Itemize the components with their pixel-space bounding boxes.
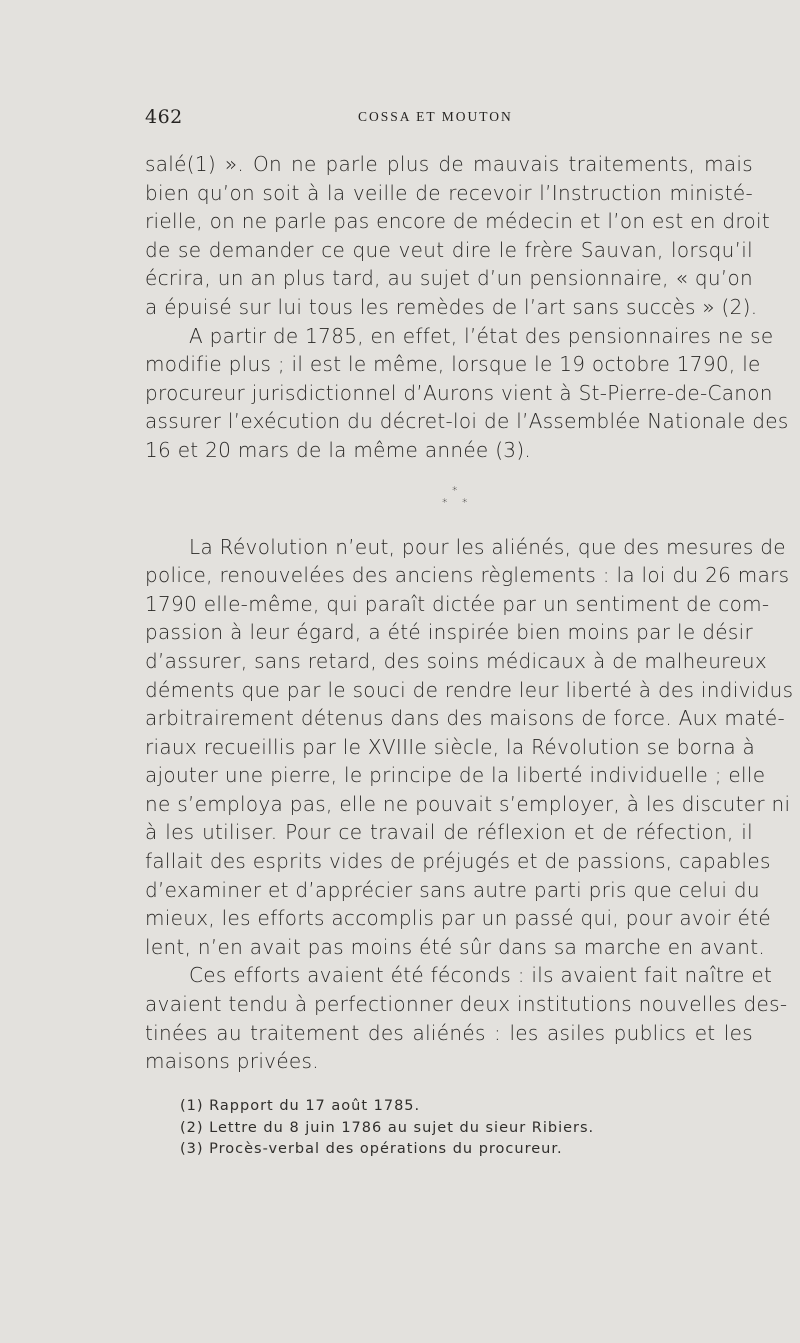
paragraph-4 (145, 961, 788, 1075)
footnote-1: (1) Rapport du 17 août 1785. (180, 1098, 421, 1114)
text-line: d’assurer, sans retard, des soins médicaux à de malheureux (145, 648, 767, 673)
text-line: 16 et 20 mars de la même année (3). (145, 437, 532, 462)
body-text (145, 150, 794, 1076)
footnote-3: (3) Procès-verbal des opérations du procureur. (180, 1141, 563, 1158)
separator-star: * (442, 495, 448, 509)
paragraph-1 (145, 150, 770, 322)
text-line: La Révolution n’eut, pour les aliénés, que des mesures de (189, 534, 786, 559)
footnotes (180, 1096, 620, 1161)
text-line: A partir de 1785, en effet, l’état des pensionnaires ne se (189, 323, 774, 348)
text-line: mieux, les efforts accomplis par un passé qui, pour avoir été (145, 906, 771, 931)
page-number: 462 (145, 106, 183, 128)
text-line: Ces efforts avaient été féconds : ils avaient fait naître et (189, 963, 773, 988)
text-line: ajouter une pierre, le principe de la liberté individuelle ; elle (145, 763, 766, 788)
text-line: tinées au traitement des aliénés : les asiles publics et les (145, 1020, 753, 1045)
text-line: procureur jurisdictionnel d’Aurons vient à St-Pierre-de-Canon (145, 380, 773, 405)
text-line: assurer l’exécution du décret-loi de l’Assemblée Nationale des (145, 409, 789, 434)
text-line: d’examiner et d’apprécier sans autre parti pris que celui du (145, 877, 760, 902)
text-line: écrira, un an plus tard, au sujet d’un pensionnaire, « qu’on (145, 266, 753, 291)
text-line: de se demander ce que veut dire le frère Sauvan, lorsqu’il (145, 237, 753, 262)
separator-star: * (452, 483, 458, 497)
text-line: modifie plus ; il est le même, lorsque le 19 octobre 1790, le (145, 352, 761, 377)
text-line: fallait des esprits vides de préjugés et de passions, capables (145, 849, 771, 874)
section-separator (145, 465, 753, 533)
paragraph-3 (145, 533, 794, 962)
footnote-2: (2) Lettre du 8 juin 1786 au sujet du sieur Ribiers. (180, 1119, 595, 1136)
text-line: police, renouvelées des anciens règlements : la loi du 26 mars (145, 563, 790, 588)
separator-star: * (462, 495, 468, 509)
text-line: bien qu’on soit à la veille de recevoir l’Instruction ministé- (145, 180, 753, 205)
text-line: déments que par le souci de rendre leur liberté à des individus (145, 677, 794, 702)
text-line: à les utiliser. Pour ce travail de réflexion et de réfection, il (145, 820, 753, 845)
text-line: salé(1) ». On ne parle plus de mauvais traitements, mais (145, 152, 753, 176)
paragraph-2 (145, 322, 789, 465)
page-header (145, 106, 535, 130)
text-line: 1790 elle-même, qui paraît dictée par un sentiment de com- (145, 591, 770, 616)
text-line: passion à leur égard, a été inspirée bien moins par le désir (145, 620, 753, 645)
text-line: rielle, on ne parle pas encore de médecin et l’on est en droit (145, 209, 770, 234)
text-line: ne s’employa pas, elle ne pouvait s’employer, à les discuter ni (145, 791, 791, 816)
text-line: a épuisé sur lui tous les remèdes de l’art sans succès » (2). (145, 294, 758, 319)
text-line: riaux recueillis par le XVIIIe siècle, la Révolution se borna à (145, 734, 756, 759)
text-line: maisons privées. (145, 1049, 319, 1074)
text-line: lent, n’en avait pas moins été sûr dans sa marche en avant. (145, 934, 766, 959)
running-title: COSSA ET MOUTON (358, 109, 513, 124)
text-line: arbitrairement détenus dans des maisons de force. Aux maté- (145, 706, 786, 731)
text-line: avaient tendu à perfectionner deux institutions nouvelles des- (145, 992, 788, 1017)
